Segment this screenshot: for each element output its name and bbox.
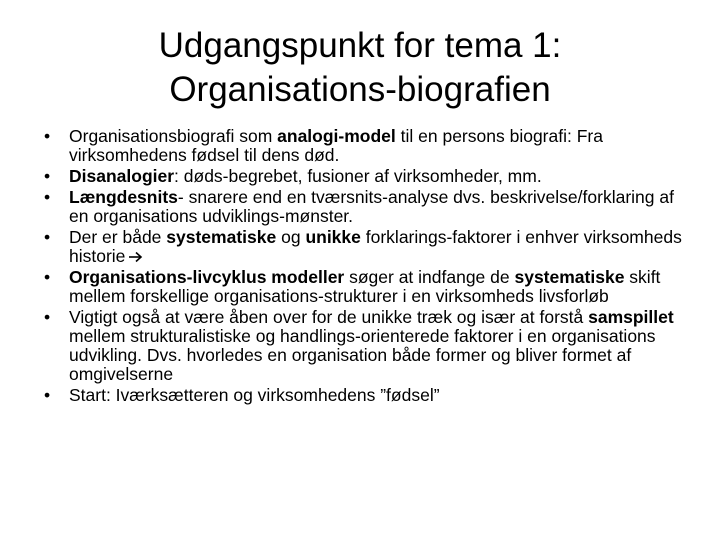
bullet-list	[44, 127, 684, 407]
bullet-start: • Start: Iværksætteren og virksomhedens ”fødsel”	[44, 385, 440, 405]
bullet-laengdesnits: • Længdesnits- snarere end en tværsnits-analyse dvs. beskrivelse/forklaring af en organisations udviklings-mønster.	[44, 187, 674, 226]
bullet-livcyklus: • Organisations-livcyklus modeller søger at indfange de systematiske skift mellem forskellige organisations-strukturer i en virksomheds livsforløb	[44, 267, 661, 306]
bullet-dot: •	[44, 227, 51, 247]
bold-term: samspillet	[588, 307, 674, 327]
title-line-2: Organisations-biografien	[169, 70, 551, 109]
arrow-right-icon	[128, 251, 143, 263]
title-line-1: Udgangspunkt for tema 1:	[158, 26, 562, 65]
bullet-dot: •	[44, 385, 51, 405]
bullet-forklaringsfaktorer: • Der er både systematiske og unikke forklarings-faktorer i enhver virksomheds historie	[44, 227, 682, 266]
bold-term: analogi-model	[277, 126, 396, 146]
bullet-dot: •	[44, 126, 51, 146]
bullet-dot: •	[44, 166, 51, 186]
bullet-dot: •	[44, 267, 51, 287]
bold-term: Længdesnits	[69, 187, 178, 207]
bold-term: Disanalogier	[69, 166, 175, 186]
bold-term: Organisations-livcyklus modeller	[69, 267, 345, 287]
bullet-samspillet: • Vigtigt også at være åben over for de unikke træk og især at forstå samspillet mellem strukturalistiske og handlings-orienterede faktorer i en organisations udvikling. Dvs. hvorledes en organisation både former og bliver formet af omgivelserne	[44, 307, 674, 384]
bold-term: unikke	[305, 227, 361, 247]
bullet-dot: •	[44, 307, 51, 327]
bold-term: systematiske	[166, 227, 277, 247]
bullet-dot: •	[44, 187, 51, 207]
bullet-analogi: • Organisationsbiografi som analogi-model til en persons biografi: Fra virksomhedens fødsel til dens død.	[44, 126, 603, 165]
bold-term: systematiske	[514, 267, 625, 287]
slide-title	[0, 24, 720, 112]
bullet-disanalogier: • Disanalogier: døds-begrebet, fusioner af virksomheder, mm.	[44, 166, 542, 186]
